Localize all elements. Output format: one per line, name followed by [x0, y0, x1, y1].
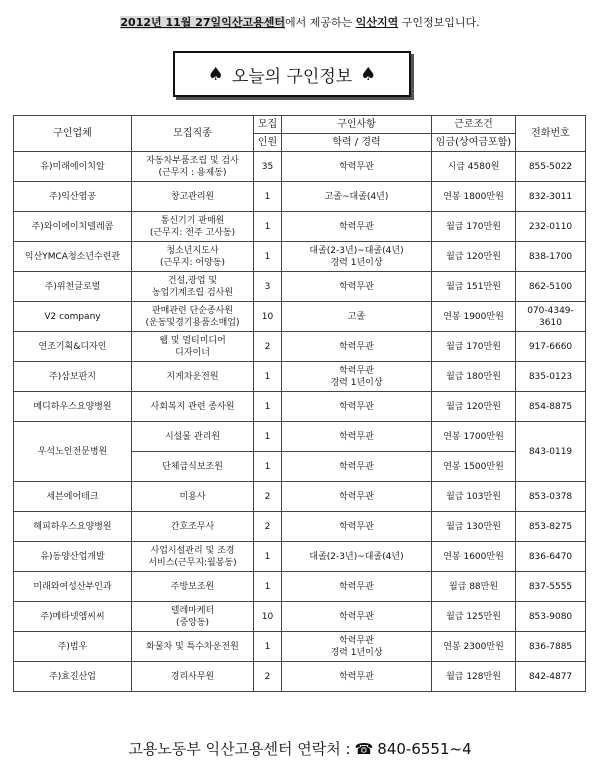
- cell-count: 1: [254, 632, 282, 662]
- table-row: [14, 512, 586, 542]
- cell-phone: 837-5555: [516, 572, 586, 602]
- cell-job: 통신기기 판매원 (근무지: 전주 고사동): [132, 212, 254, 242]
- cell-phone: 836-7885: [516, 632, 586, 662]
- header-cond-top: 근로조건: [432, 116, 516, 134]
- cell-phone: 832-3011: [516, 182, 586, 212]
- cell-company: 주)메타넷엠씨씨: [14, 602, 132, 632]
- cell-count: 1: [254, 182, 282, 212]
- cell-job: 창고관리원: [132, 182, 254, 212]
- cell-company: 주)효진산업: [14, 662, 132, 692]
- spade-icon: ♠: [360, 63, 377, 85]
- header-req-top: 구인사항: [282, 116, 432, 134]
- cell-count: 2: [254, 662, 282, 692]
- cell-req: 대졸(2-3년)~대졸(4년): [282, 542, 432, 572]
- intro-center: 익산고용센터: [221, 16, 285, 29]
- table-row: [14, 182, 586, 212]
- cell-phone: 855-5022: [516, 152, 586, 182]
- cell-wage: 월급 130만원: [432, 512, 516, 542]
- cell-job: 화물차 및 특수차운전원: [132, 632, 254, 662]
- cell-wage: 월급 103만원: [432, 482, 516, 512]
- cell-req: 학력무관: [282, 602, 432, 632]
- cell-req: 학력무관: [282, 392, 432, 422]
- footer-text: 고용노동부 익산고용센터 연락처 :: [128, 740, 351, 758]
- cell-job: 사회복지 관련 종사원: [132, 392, 254, 422]
- cell-company: 미래와여성산부인과: [14, 572, 132, 602]
- page-title-box: [173, 51, 411, 97]
- cell-req: 학력무관 경력 1년이상: [282, 362, 432, 392]
- cell-job: 단체급식보조원: [132, 452, 254, 482]
- cell-req: 학력무관: [282, 422, 432, 452]
- footer-contact: [0, 738, 600, 759]
- cell-phone: 232-0110: [516, 212, 586, 242]
- cell-company: 주)익산엽공: [14, 182, 132, 212]
- cell-company: 해피하우스요양병원: [14, 512, 132, 542]
- cell-count: 1: [254, 242, 282, 272]
- cell-phone: 838-1700: [516, 242, 586, 272]
- table-row: [14, 662, 586, 692]
- cell-count: 10: [254, 602, 282, 632]
- cell-company: 주)삼보판지: [14, 362, 132, 392]
- cell-req: 학력무관: [282, 482, 432, 512]
- cell-count: 1: [254, 572, 282, 602]
- cell-phone: 854-8875: [516, 392, 586, 422]
- cell-job: 텔레마케터 (중앙동): [132, 602, 254, 632]
- table-row: [14, 212, 586, 242]
- table-row: [14, 602, 586, 632]
- cell-req: 학력무관: [282, 152, 432, 182]
- cell-phone: 862-5100: [516, 272, 586, 302]
- cell-req: 학력무관 경력 1년이상: [282, 632, 432, 662]
- cell-company: 세븐에어테크: [14, 482, 132, 512]
- header-count-top: 모집: [254, 116, 282, 134]
- cell-phone: 853-0378: [516, 482, 586, 512]
- cell-company: 유)미래에이치알: [14, 152, 132, 182]
- cell-phone: 842-4877: [516, 662, 586, 692]
- cell-count: 1: [254, 422, 282, 452]
- cell-phone: 917-6660: [516, 332, 586, 362]
- cell-phone: 853-8275: [516, 512, 586, 542]
- cell-job: 주방보조원: [132, 572, 254, 602]
- cell-company: 익산YMCA청소년수련관: [14, 242, 132, 272]
- cell-count: 1: [254, 452, 282, 482]
- cell-count: 35: [254, 152, 282, 182]
- table-row: [14, 332, 586, 362]
- cell-wage: 월급 88만원: [432, 572, 516, 602]
- cell-company: 메디하우스요양병원: [14, 392, 132, 422]
- cell-phone: 843-0119: [516, 422, 586, 482]
- cell-req: 학력무관: [282, 512, 432, 542]
- intro-region: 익산지역: [355, 16, 399, 29]
- cell-wage: 연봉 1600만원: [432, 542, 516, 572]
- table-row: [14, 542, 586, 572]
- cell-company: 주)위천글로벌: [14, 272, 132, 302]
- cell-wage: 월급 170만원: [432, 332, 516, 362]
- table-row: [14, 272, 586, 302]
- table-row: [14, 362, 586, 392]
- page-title: 오늘의 구인정보: [231, 66, 353, 87]
- cell-count: 2: [254, 332, 282, 362]
- table-row: [14, 572, 586, 602]
- cell-req: 학력무관: [282, 272, 432, 302]
- cell-phone: 853-9080: [516, 602, 586, 632]
- cell-wage: 월급 128만원: [432, 662, 516, 692]
- footer-phone: 840-6551~4: [377, 740, 472, 758]
- cell-count: 1: [254, 362, 282, 392]
- cell-count: 1: [254, 542, 282, 572]
- cell-wage: 월급 180만원: [432, 362, 516, 392]
- intro-text2: 구인정보입니다.: [398, 16, 480, 29]
- cell-count: 2: [254, 482, 282, 512]
- table-row: [14, 392, 586, 422]
- cell-company: 유)동양산업개발: [14, 542, 132, 572]
- table-row: [14, 422, 586, 452]
- cell-job: 시설물 관리원: [132, 422, 254, 452]
- cell-wage: 시급 4580원: [432, 152, 516, 182]
- cell-company: V2 company: [14, 302, 132, 332]
- cell-wage: 연봉 1800만원: [432, 182, 516, 212]
- cell-wage: 연봉 1700만원: [432, 422, 516, 452]
- cell-count: 1: [254, 212, 282, 242]
- cell-job: 자동차부품조립 및 검사 (근무지 : 용제동): [132, 152, 254, 182]
- intro-line: [0, 14, 600, 30]
- header-req-bottom: 학력 / 경력: [282, 134, 432, 152]
- cell-job: 건설,광업 및 농업기계조립 검사원: [132, 272, 254, 302]
- cell-job: 청소년지도사 (근무지: 어양동): [132, 242, 254, 272]
- cell-wage: 연봉 2300만원: [432, 632, 516, 662]
- cell-req: 학력무관: [282, 662, 432, 692]
- header-job: 모집직종: [132, 116, 254, 152]
- cell-job: 판매관련 단순종사원 (운동및경기용품소매업): [132, 302, 254, 332]
- cell-job: 미용사: [132, 482, 254, 512]
- header-company: 구인업체: [14, 116, 132, 152]
- table-row: [14, 632, 586, 662]
- cell-count: 3: [254, 272, 282, 302]
- header-phone: 전화번호: [516, 116, 586, 152]
- table-row: [14, 302, 586, 332]
- spade-icon: ♠: [207, 63, 224, 85]
- cell-job: 웹 및 멀티미디어 디자이너: [132, 332, 254, 362]
- cell-req: 고졸~대졸(4년): [282, 182, 432, 212]
- cell-job: 간호조무사: [132, 512, 254, 542]
- cell-wage: 월급 120만원: [432, 392, 516, 422]
- cell-wage: 월급 120만원: [432, 242, 516, 272]
- cell-wage: 월급 151만원: [432, 272, 516, 302]
- cell-count: 1: [254, 392, 282, 422]
- cell-phone: 070-4349-3610: [516, 302, 586, 332]
- cell-req: 학력무관: [282, 212, 432, 242]
- table-row: [14, 152, 586, 182]
- cell-phone: 835-0123: [516, 362, 586, 392]
- cell-wage: 월급 170만원: [432, 212, 516, 242]
- cell-wage: 연봉 1900만원: [432, 302, 516, 332]
- intro-date: 2012년 11월 27일: [120, 16, 222, 29]
- cell-job: 지게차운전원: [132, 362, 254, 392]
- cell-req: 학력무관: [282, 572, 432, 602]
- cell-count: 10: [254, 302, 282, 332]
- table-row: [14, 242, 586, 272]
- header-cond-bottom: 임금(상여금포함): [432, 134, 516, 152]
- cell-req: 고졸: [282, 302, 432, 332]
- cell-company: 주)범우: [14, 632, 132, 662]
- cell-req: 학력무관: [282, 452, 432, 482]
- cell-wage: 월급 125만원: [432, 602, 516, 632]
- cell-company: 우석노인전문병원: [14, 422, 132, 482]
- intro-text1: 에서 제공하는: [284, 16, 356, 29]
- table-row: [14, 482, 586, 512]
- cell-phone: 836-6470: [516, 542, 586, 572]
- telephone-icon: ☎: [354, 740, 374, 758]
- cell-count: 2: [254, 512, 282, 542]
- cell-company: 주)와이에이치텔레콤: [14, 212, 132, 242]
- cell-wage: 연봉 1500만원: [432, 452, 516, 482]
- cell-company: 연조기획&디자인: [14, 332, 132, 362]
- job-table: [13, 115, 586, 692]
- cell-job: 사업시설관리 및 조경 서비스(근무지:월봉동): [132, 542, 254, 572]
- cell-job: 경리사무원: [132, 662, 254, 692]
- cell-req: 대졸(2-3년)~대졸(4년) 경력 1년이상: [282, 242, 432, 272]
- cell-req: 학력무관: [282, 332, 432, 362]
- header-count-bottom: 인원: [254, 134, 282, 152]
